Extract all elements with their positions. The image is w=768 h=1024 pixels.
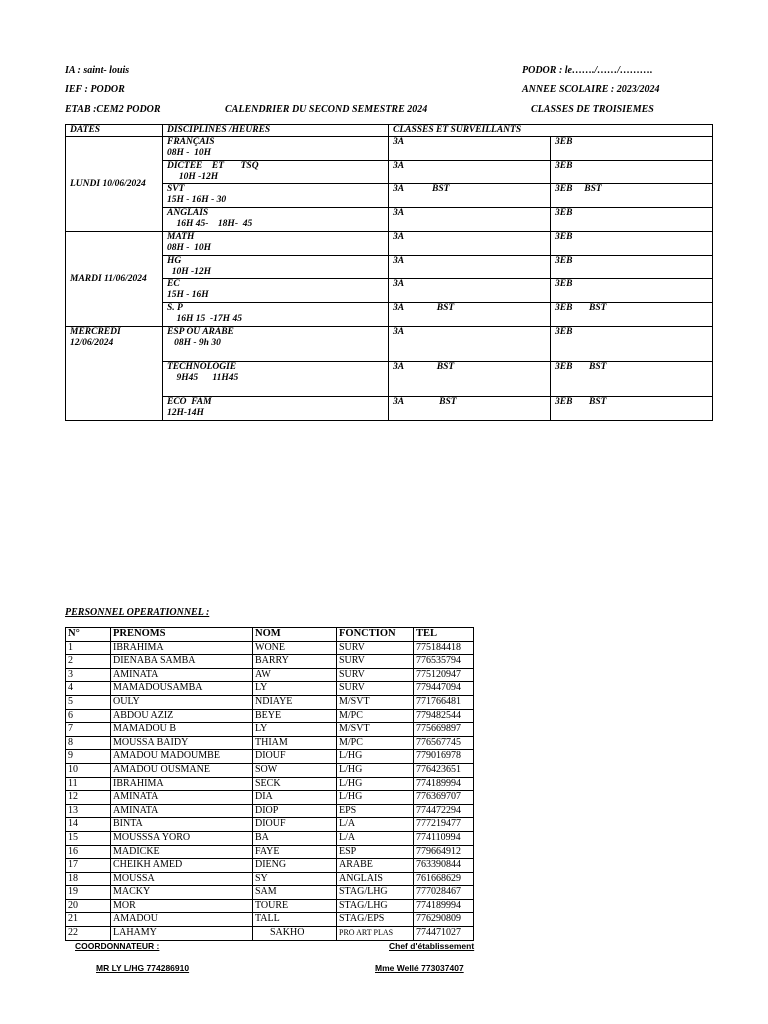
cell-numero: 12 [66,791,111,805]
cell-numero: 11 [66,777,111,791]
table-row [66,682,474,696]
cell-numero: 2 [66,655,111,669]
cell-numero: 9 [66,750,111,764]
cell-nom: SOW [253,763,337,777]
schedule-class-3eb: 3EB BST [551,397,713,421]
cell-tel: 779482544 [414,709,474,723]
schedule-class-3a: 3A [389,161,551,184]
header-classes: CLASSES ET SURVEILLANTS [389,125,713,137]
classes-title: CLASSES DE TROISIEMES [531,104,654,115]
coordonnateur-label: COORDONNATEUR : [75,941,160,951]
schedule-class-3eb: 3EB [551,137,713,161]
cell-tel: 774189994 [414,899,474,913]
schedule-row [66,256,713,279]
schedule-date: MERCREDI 12/06/2024 [66,327,163,421]
cell-numero: 6 [66,709,111,723]
cell-tel: 761668629 [414,872,474,886]
cell-prenom: MOUSSSA YORO [111,831,253,845]
ief-label: IEF : PODOR [65,84,125,95]
cell-fonction: M/SVT [337,723,414,737]
schedule-class-3eb: 3EB [551,327,713,362]
cell-prenom: DIENABA SAMBA [111,655,253,669]
cell-nom: LY [253,682,337,696]
table-row [66,818,474,832]
cell-numero: 21 [66,913,111,927]
schedule-row [66,161,713,184]
header-tel: TEL [414,628,474,642]
ia-label: IA : saint- louis [65,65,130,76]
chef-etablissement-name: Mme Wellé 773037407 [375,963,464,973]
cell-tel: 776535794 [414,655,474,669]
schedule-row [66,303,713,327]
schedule-discipline: ECO FAM 12H-14H [163,397,389,421]
cell-numero: 17 [66,859,111,873]
schedule-discipline: ANGLAIS 16H 45- 18H- 45 [163,208,389,232]
cell-nom: BARRY [253,655,337,669]
schedule-class-3eb: 3EB BST [551,303,713,327]
cell-fonction: EPS [337,804,414,818]
cell-numero: 20 [66,899,111,913]
cell-tel: 779664912 [414,845,474,859]
etab-label: ETAB :CEM2 PODOR [65,104,161,115]
cell-nom: SAKHO [253,927,337,941]
cell-fonction: STAG/EPS [337,913,414,927]
schedule-row [66,137,713,161]
cell-tel: 774189994 [414,777,474,791]
cell-numero: 18 [66,872,111,886]
cell-tel: 775184418 [414,641,474,655]
schedule-discipline: SVT 15H - 16H - 30 [163,184,389,208]
cell-prenom: BINTA [111,818,253,832]
header-nom: NOM [253,628,337,642]
schedule-discipline: TECHNOLOGIE 9H45 11H45 [163,362,389,397]
schedule-class-3eb: 3EB [551,208,713,232]
cell-prenom: MOR [111,899,253,913]
cell-fonction: ESP [337,845,414,859]
schedule-discipline: MATH 08H - 10H [163,232,389,256]
cell-prenom: AMINATA [111,668,253,682]
table-row [66,913,474,927]
schedule-discipline: HG 10H -12H [163,256,389,279]
schedule-class-3a: 3A BST [389,184,551,208]
cell-tel: 763390844 [414,859,474,873]
cell-tel: 776290809 [414,913,474,927]
schedule-row [66,208,713,232]
cell-fonction: PRO ART PLAS [337,927,414,941]
cell-prenom: MOUSSA [111,872,253,886]
table-row [66,723,474,737]
cell-prenom: IBRAHIMA [111,641,253,655]
cell-nom: AW [253,668,337,682]
cell-tel: 777219477 [414,818,474,832]
table-row [66,804,474,818]
cell-prenom: MAMADOU B [111,723,253,737]
schedule-discipline: DICTEE ET TSQ 10H -12H [163,161,389,184]
cell-numero: 19 [66,886,111,900]
table-row [66,927,474,941]
cell-tel: 774110994 [414,831,474,845]
cell-numero: 22 [66,927,111,941]
cell-numero: 13 [66,804,111,818]
cell-prenom: OULY [111,695,253,709]
schedule-class-3a: 3A [389,327,551,362]
cell-prenom: MACKY [111,886,253,900]
cell-prenom: AMADOU [111,913,253,927]
table-row [66,777,474,791]
cell-tel: 779447094 [414,682,474,696]
schedule-header-row [66,125,713,137]
cell-fonction: SURV [337,655,414,669]
cell-numero: 15 [66,831,111,845]
cell-fonction: ARABE [337,859,414,873]
schedule-date: LUNDI 10/06/2024 [66,137,163,232]
cell-prenom: LAHAMY [111,927,253,941]
cell-fonction: L/A [337,831,414,845]
table-row [66,750,474,764]
schedule-class-3a: 3A [389,279,551,303]
schedule-class-3eb: 3EB [551,256,713,279]
cell-nom: THIAM [253,736,337,750]
table-row [66,695,474,709]
cell-fonction: L/A [337,818,414,832]
cell-prenom: AMADOU OUSMANE [111,763,253,777]
table-row [66,655,474,669]
schedule-discipline: EC 15H - 16H [163,279,389,303]
schedule-class-3a: 3A [389,232,551,256]
cell-tel: 771766481 [414,695,474,709]
header-dates: DATES [66,125,163,137]
cell-prenom: MADICKE [111,845,253,859]
cell-nom: DIOP [253,804,337,818]
cell-fonction: SURV [337,641,414,655]
schedule-row [66,362,713,397]
cell-fonction: SURV [337,668,414,682]
cell-prenom: AMADOU MADOUMBE [111,750,253,764]
schedule-class-3a: 3A [389,256,551,279]
cell-prenom: CHEIKH AMED [111,859,253,873]
cell-prenom: AMINATA [111,791,253,805]
annee-scolaire: ANNEE SCOLAIRE : 2023/2024 [522,84,660,95]
schedule-row [66,232,713,256]
cell-tel: 777028467 [414,886,474,900]
personnel-title: PERSONNEL OPERATIONNEL : [65,607,210,618]
chef-etablissement-label: Chef d'établissement [389,941,475,951]
cell-numero: 14 [66,818,111,832]
cell-fonction: L/HG [337,750,414,764]
cell-prenom: IBRAHIMA [111,777,253,791]
cell-fonction: ANGLAIS [337,872,414,886]
cell-nom: SAM [253,886,337,900]
cell-tel: 776567745 [414,736,474,750]
cell-numero: 3 [66,668,111,682]
schedule-class-3eb: 3EB [551,161,713,184]
schedule-discipline: FRANÇAIS 08H - 10H [163,137,389,161]
cell-numero: 5 [66,695,111,709]
cell-nom: SECK [253,777,337,791]
table-row [66,668,474,682]
cell-prenom: ABDOU AZIZ [111,709,253,723]
cell-nom: FAYE [253,845,337,859]
schedule-class-3eb: 3EB BST [551,184,713,208]
table-row [66,791,474,805]
cell-fonction: L/HG [337,763,414,777]
cell-nom: NDIAYE [253,695,337,709]
header-prenoms: PRENOMS [111,628,253,642]
cell-nom: TALL [253,913,337,927]
table-row [66,763,474,777]
table-row [66,641,474,655]
schedule-class-3a: 3A [389,137,551,161]
cell-nom: BA [253,831,337,845]
cell-prenom: MOUSSA BAIDY [111,736,253,750]
cell-tel: 776423651 [414,763,474,777]
table-row [66,831,474,845]
table-row [66,886,474,900]
cell-fonction: STAG/LHG [337,886,414,900]
schedule-discipline: S. P 16H 15 -17H 45 [163,303,389,327]
schedule-row [66,397,713,421]
cell-fonction: M/SVT [337,695,414,709]
cell-numero: 4 [66,682,111,696]
cell-nom: BEYE [253,709,337,723]
personnel-header-row [66,628,474,642]
cell-fonction: M/PC [337,709,414,723]
cell-tel: 774471027 [414,927,474,941]
cell-numero: 10 [66,763,111,777]
podor-date: PODOR : le……./……/………. [522,65,653,76]
cell-nom: DIA [253,791,337,805]
table-row [66,872,474,886]
cell-fonction: L/HG [337,777,414,791]
cell-tel: 775120947 [414,668,474,682]
cell-fonction: SURV [337,682,414,696]
coordonnateur-name: MR LY L/HG 774286910 [96,963,190,973]
schedule-row [66,184,713,208]
header-fonction: FONCTION [337,628,414,642]
cell-fonction: M/PC [337,736,414,750]
header-disciplines: DISCIPLINES /HEURES [163,125,389,137]
calendrier-title: CALENDRIER DU SECOND SEMESTRE 2024 [225,104,428,115]
cell-nom: DIENG [253,859,337,873]
schedule-discipline: ESP OU ARABE 08H - 9h 30 [163,327,389,362]
schedule-date: MARDI 11/06/2024 [66,232,163,327]
schedule-class-3a: 3A [389,208,551,232]
cell-numero: 8 [66,736,111,750]
cell-prenom: AMINATA [111,804,253,818]
table-row [66,899,474,913]
cell-tel: 779016978 [414,750,474,764]
schedule-class-3eb: 3EB [551,232,713,256]
cell-numero: 16 [66,845,111,859]
cell-tel: 775669897 [414,723,474,737]
table-row [66,736,474,750]
table-row [66,709,474,723]
schedule-class-3a: 3A BST [389,362,551,397]
cell-tel: 776369707 [414,791,474,805]
schedule-row [66,327,713,362]
table-row [66,859,474,873]
cell-nom: SY [253,872,337,886]
header-numero: N° [66,628,111,642]
cell-tel: 774472294 [414,804,474,818]
cell-numero: 1 [66,641,111,655]
cell-nom: DIOUF [253,818,337,832]
schedule-class-3eb: 3EB BST [551,362,713,397]
schedule-class-3eb: 3EB [551,279,713,303]
schedule-class-3a: 3A BST [389,397,551,421]
cell-nom: TOURE [253,899,337,913]
schedule-class-3a: 3A BST [389,303,551,327]
cell-nom: DIOUF [253,750,337,764]
cell-nom: WONE [253,641,337,655]
cell-fonction: STAG/LHG [337,899,414,913]
cell-numero: 7 [66,723,111,737]
personnel-table [65,627,474,941]
cell-nom: LY [253,723,337,737]
table-row [66,845,474,859]
schedule-row [66,279,713,303]
cell-fonction: L/HG [337,791,414,805]
schedule-table [65,124,713,421]
cell-prenom: MAMADOUSAMBA [111,682,253,696]
